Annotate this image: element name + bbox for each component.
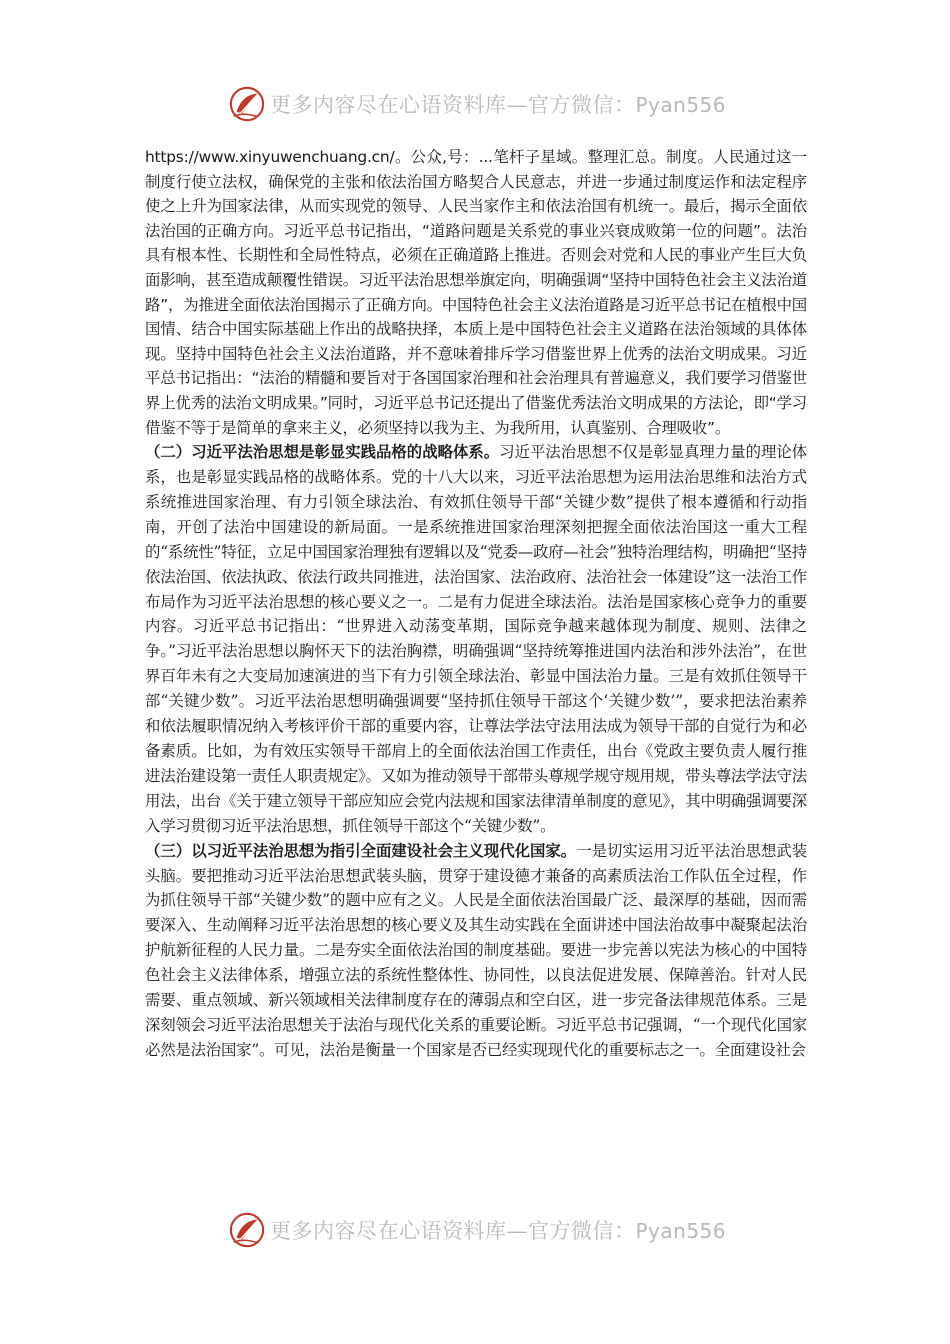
brand-logo-icon — [228, 85, 266, 123]
paragraph-2-body: 习近平法治思想不仅是彰显真理力量的理论体系，也是彰显实践品格的战略体系。党的十八大以来，习近平法治思想为运用法治思维和法治方式系统推进国家治理、有力引领全球法治、有效抓住领导干部“关键少数”提供了根本遵循和行动指南，开创了法治中国建设的新局面。一是系统推进国家治理深刻把握全面依法治国这一重大工程的“系统性”特征，立足中国国家治理独有逻辑以及“党委—政府—社会”独特治理结构，明确把“坚持依法治国、依法执政、依法行政共同推进，法治国家、法治政府、法治社会一体建设”这一法治工作布局作为习近平法治思想的核心要义之一。二是有力促进全球法治。法治是国家核心竞争力的重要内容。习近平总书记指出：“世界进入动荡变革期，国际竞争越来越体现为制度、规则、法律之争。”习近平法治思想以胸怀天下的法治胸襟，明确强调“坚持统筹推进国内法治和涉外法治”，在世界百年未有之大变局加速演进的当下有力引领全球法治、彰显中国法治力量。三是有效抓住领导干部“关键少数”。习近平法治思想明确强调要“坚持抓住领导干部这个‘关键少数’”，要求把法治素养和依法履职情况纳入考核评价干部的重要内容，让尊法学法守法用法成为领导干部的自觉行为和必备素质。比如，为有效压实领导干部肩上的全面依法治国工作责任，出台《党政主要负责人履行推进法治建设第一责任人职责规定》。又如为推动领导干部带头尊规学规守规用规，带头尊法学法守法用法，出台《关于建立领导干部应知应会党内法规和国家法律清单制度的意见》，其中明确强调要深入学习贯彻习近平法治思想，抓住领导干部这个“关键少数”。 — [145, 443, 807, 835]
header-banner — [228, 84, 728, 124]
footer-banner-handle: Pyan556 — [635, 1219, 727, 1243]
section-heading-2: （二）习近平法治思想是彰显实践品格的战略体系。 — [145, 443, 500, 462]
paragraph-3 — [145, 839, 807, 1063]
brand-logo-icon — [228, 1211, 266, 1249]
header-banner-handle: Pyan556 — [635, 93, 727, 117]
document-body — [145, 145, 807, 1063]
paragraph-1: https://www.xinyuwenchuang.cn/。公众,号：...笔杆子星域。整理汇总。制度。人民通过这一制度行使立法权，确保党的主张和依法治国方略契合人民意志，并进一步通过制度运作和法定程序使之上升为国家法律，从而实现党的领导、人民当家作主和依法治国有机统一。最后，揭示全面依法治国的正确方向。习近平总书记指出，“道路问题是关系党的事业兴衰成败第一位的问题”。法治具有根本性、长期性和全局性特点，必须在正确道路上推进。否则会对党和人民的事业产生巨大负面影响，甚至造成颠覆性错误。习近平法治思想举旗定向，明确强调“坚持中国特色社会主义法治道路”，为推进全面依法治国揭示了正确方向。中国特色社会主义法治道路是习近平总书记在植根中国国情、结合中国实际基础上作出的战略抉择，本质上是中国特色社会主义道路在法治领域的具体体现。坚持中国特色社会主义法治道路，并不意味着排斥学习借鉴世界上优秀的法治文明成果。习近平总书记指出：“法治的精髓和要旨对于各国国家治理和社会治理具有普遍意义，我们要学习借鉴世界上优秀的法治文明成果。”同时，习近平总书记还提出了借鉴优秀法治文明成果的方法论，即“学习借鉴不等于是简单的拿来主义，必须坚持以我为主、为我所用，认真鉴别、合理吸收”。 — [145, 148, 807, 437]
header-banner-text — [270, 89, 726, 119]
footer-banner-title: 更多内容尽在心语资料库—官方微信： — [270, 1219, 636, 1243]
section-heading-3: （三）以习近平法治思想为指引全面建设社会主义现代化国家。 — [145, 841, 577, 860]
header-banner-title: 更多内容尽在心语资料库—官方微信： — [270, 93, 636, 117]
paragraph-2 — [145, 440, 807, 839]
footer-banner — [228, 1210, 728, 1250]
footer-banner-text — [270, 1215, 726, 1245]
paragraph-3-body: 一是切实运用习近平法治思想武装头脑。要把推动习近平法治思想武装头脑，贯穿于建设德才兼备的高素质法治工作队伍全过程，作为抓住领导干部“关键少数”的题中应有之义。人民是全面依法治国最广泛、最深厚的基础，因而需要深入、生动阐释习近平法治思想的核心要义及其生动实践在全面讲述中国法治故事中凝聚起法治护航新征程的人民力量。二是夯实全面依法治国的制度基础。要进一步完善以宪法为核心的中国特色社会主义法律体系，增强立法的系统性整体性、协同性，以良法促进发展、保障善治。针对人民需要、重点领域、新兴领域相关法律制度存在的薄弱点和空白区，进一步完备法律规范体系。三是深刻领会习近平法治思想关于法治与现代化关系的重要论断。习近平总书记强调，“一个现代化国家必然是法治国家”。可见，法治是衡量一个国家是否已经实现现代化的重要标志之一。全面建设社会 — [145, 841, 807, 1059]
